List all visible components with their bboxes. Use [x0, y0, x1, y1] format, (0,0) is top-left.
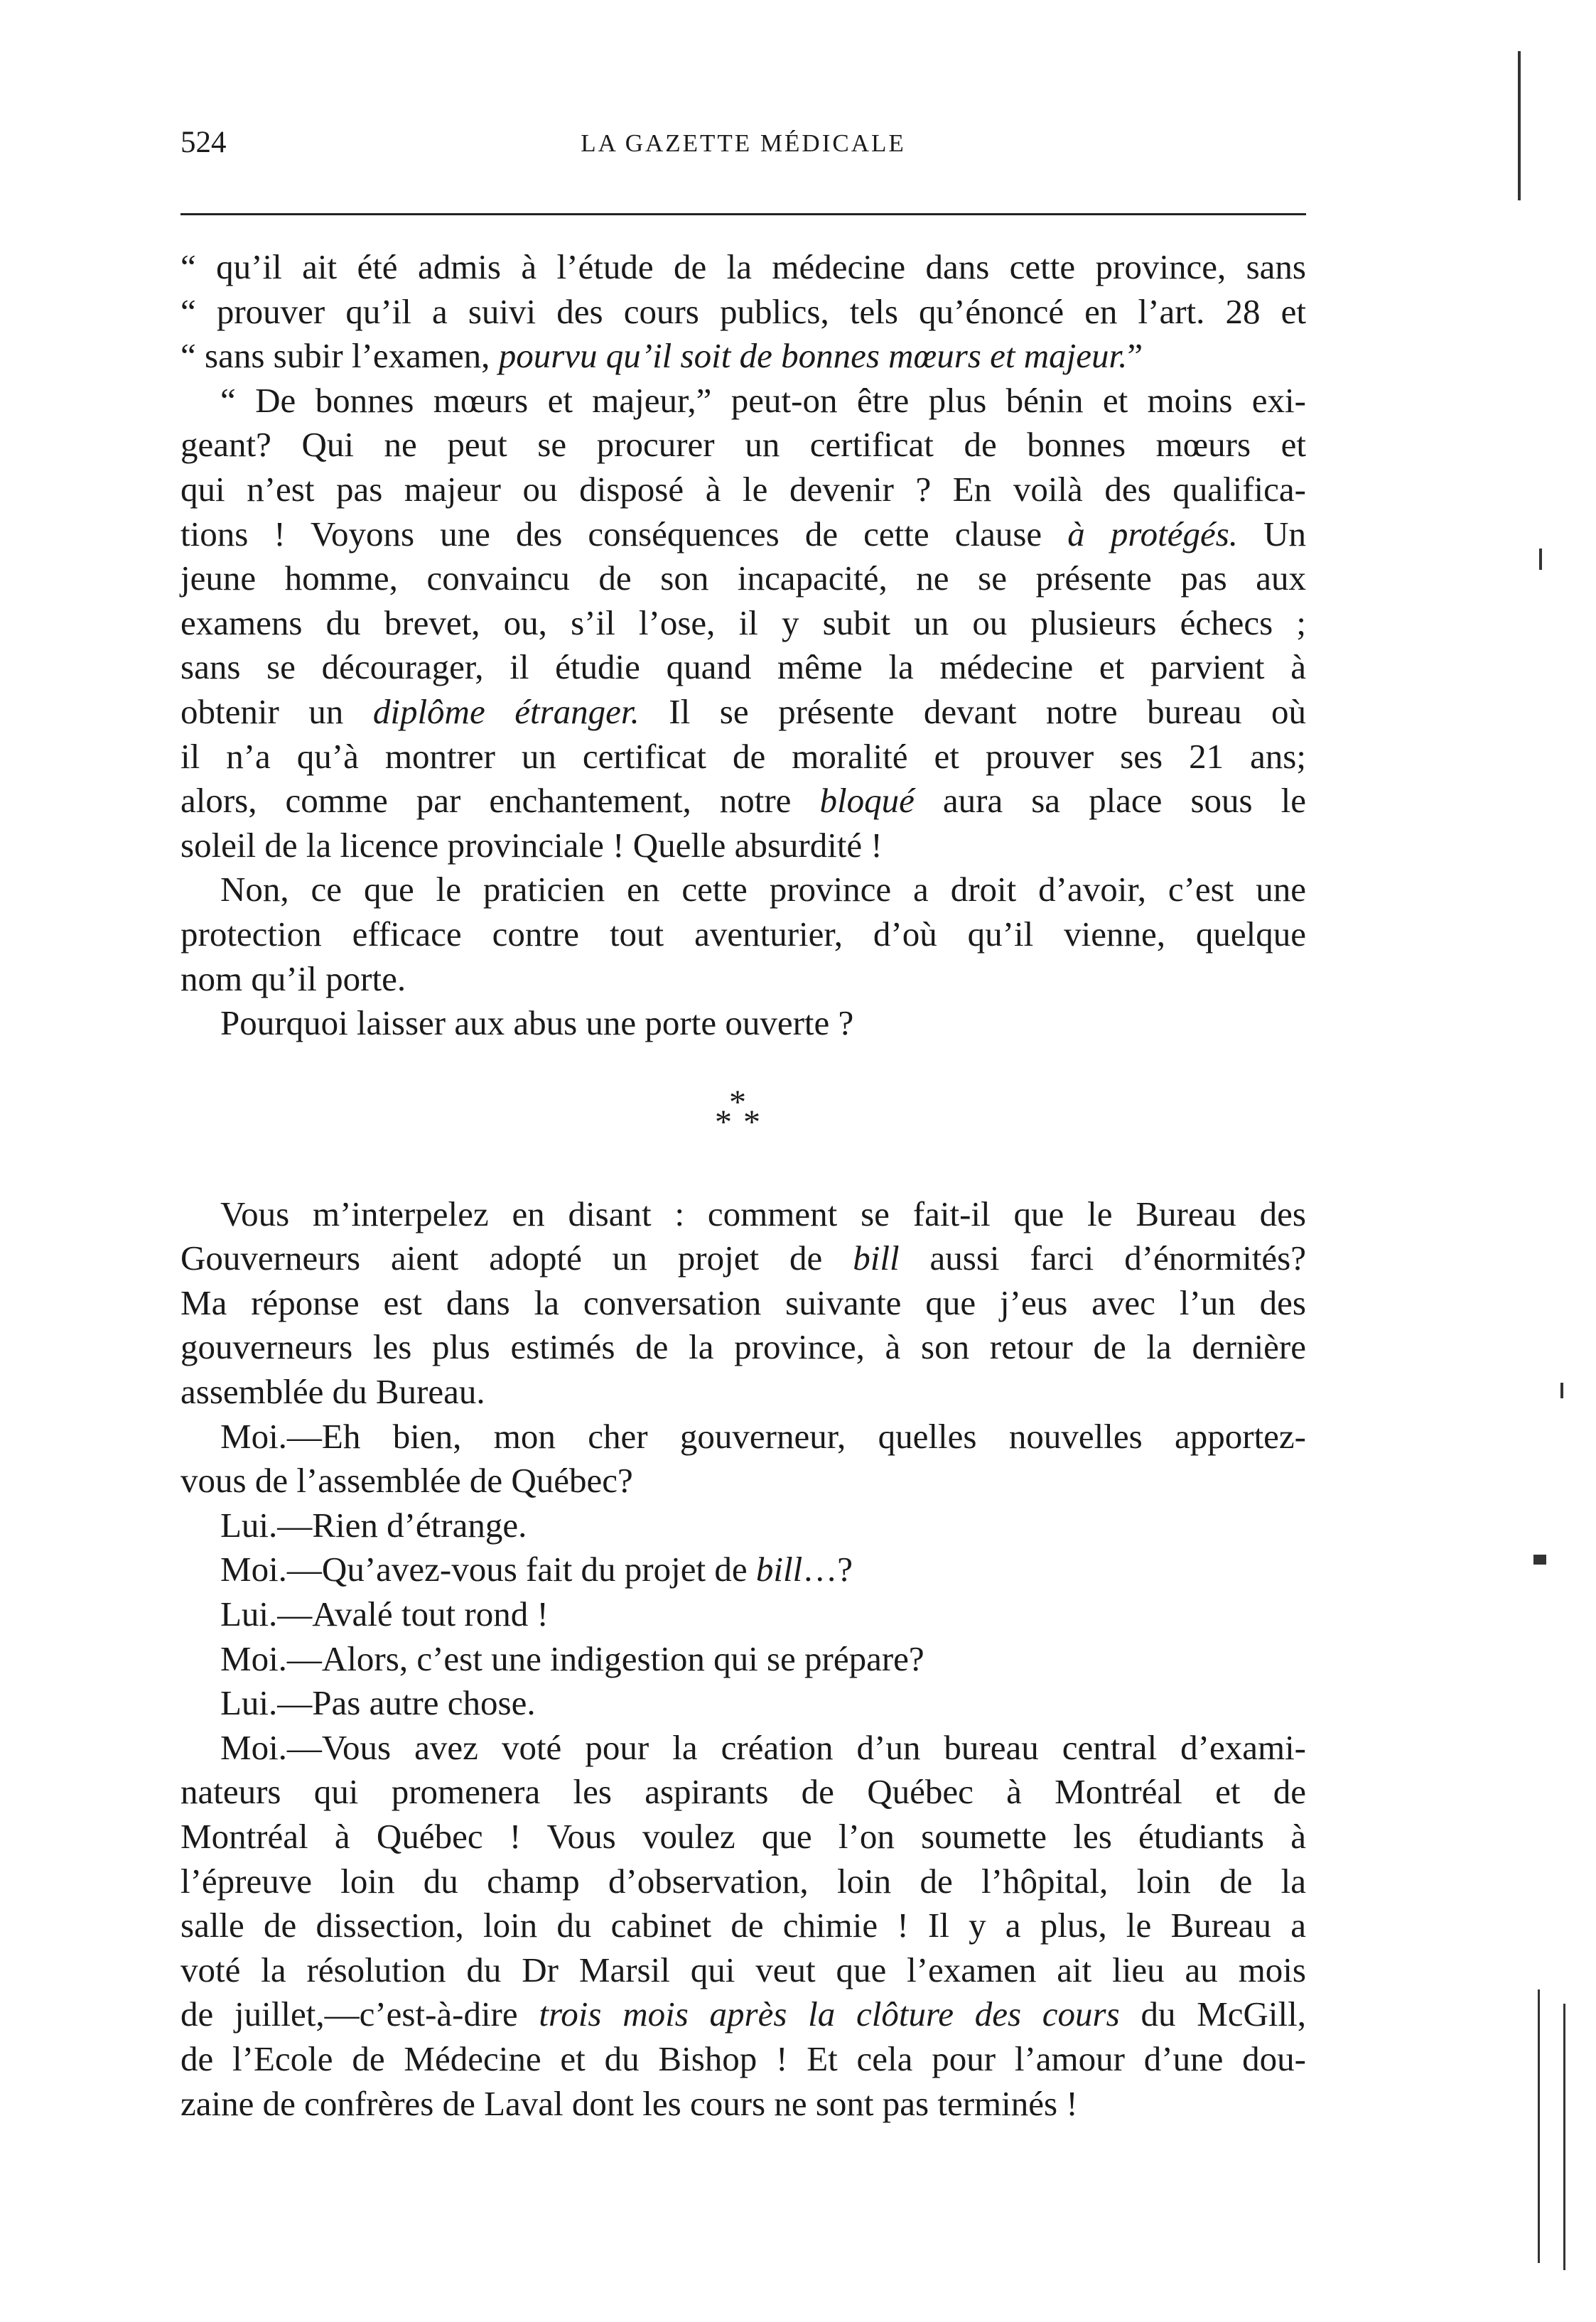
dialogue-lui-3 [180, 1681, 1306, 1726]
text-run: Ma réponse est dans la conversation suivante que j’eus avec l’un des [180, 1282, 1306, 1322]
text-run: protection efficace contre tout aventurier, d’où qu’il vienne, quelque [180, 914, 1306, 954]
text-run: assemblée du Bureau. [180, 1372, 485, 1412]
paragraph-bonnes-moeurs [180, 379, 1306, 868]
text-line [180, 690, 1306, 735]
text-run: aussi farci d’énormités? [899, 1238, 1306, 1278]
text-line [180, 512, 1306, 557]
text-line [180, 1503, 1306, 1548]
text-line [180, 1325, 1306, 1370]
text-line [180, 735, 1306, 779]
text-line [180, 1592, 1306, 1637]
text-line [180, 1637, 1306, 1682]
scan-edge-mark [1533, 1555, 1546, 1565]
text-run: Montréal à Québec ! Vous voulez que l’on soumette les étudiants à [180, 1817, 1306, 1856]
text-run: gouverneurs les plus estimés de la province, à son retour de la dernière [180, 1327, 1306, 1367]
text-run: “ qu’il ait été admis à l’étude de la médecine dans cette province, sans [180, 247, 1306, 286]
text-line [180, 290, 1306, 335]
italic-phrase: bloqué [819, 781, 915, 821]
text-line [180, 1415, 1306, 1459]
text-run: nateurs qui promenera les aspirants de Québec à Montréal et de [180, 1772, 1306, 1812]
page-number: 524 [180, 126, 227, 159]
text-line [180, 912, 1306, 957]
text-run: voté la résolution du Dr Marsil qui veut que l’examen ait lieu au mois [180, 1950, 1306, 1989]
text-run: Moi.—Qu’avez-vous fait du projet de [220, 1550, 756, 1589]
text-run: Moi.—Vous avez voté pour la création d’un bureau central d’exami- [220, 1727, 1306, 1767]
text-run: vous de l’assemblée de Québec? [180, 1461, 633, 1501]
text-run: “ De bonnes mœurs et majeur,” peut-on être plus bénin et moins exi- [220, 380, 1306, 420]
text-run: “ prouver qu’il a suivi des cours publics, tels qu’énoncé en l’art. 28 et [180, 291, 1306, 331]
text-run: de l’Ecole de Médecine et du Bishop ! Et cela pour l’amour d’une dou- [180, 2038, 1306, 2078]
text-run: Moi.—Alors, c’est une indigestion qui se prépare? [220, 1638, 924, 1678]
italic-phrase: bill [755, 1550, 803, 1589]
text-run: Pourquoi laisser aux abus une porte ouverte ? [220, 1003, 854, 1043]
text-run: qui n’est pas majeur ou disposé à le devenir ? En voilà des qualifica- [180, 469, 1306, 509]
text-run: Vous m’interpelez en disant : comment se fait-il que le Bureau des [220, 1194, 1306, 1233]
text-run: il n’a qu’à montrer un certificat de moralité et prouver ses 21 ans; [180, 736, 1306, 776]
dialogue-lui-2 [180, 1592, 1306, 1637]
text-line [180, 1948, 1306, 1993]
scan-edge-mark [1518, 51, 1521, 200]
text-run: nom qu’il porte. [180, 958, 406, 998]
text-run: Il se présente devant notre bureau où [639, 691, 1306, 731]
italic-phrase: trois mois après la clôture des cours [539, 1994, 1120, 2034]
text-run: Lui.—Pas autre chose. [220, 1683, 536, 1723]
text-run: de juillet,—c’est-à-dire [180, 1994, 539, 2034]
running-head: LA GAZETTE MÉDICALE [581, 129, 906, 157]
text-line [180, 334, 1306, 379]
text-line [180, 2037, 1306, 2082]
text-run: alors, comme par enchantement, notre [180, 781, 820, 821]
text-run: ” [1127, 336, 1143, 376]
paragraph-protection [180, 868, 1306, 1001]
article-body [180, 245, 1306, 2126]
paragraph-quote-continuation [180, 245, 1306, 379]
text-run: “ sans subir l’examen, [180, 336, 499, 376]
text-line [180, 1548, 1306, 1592]
text-line [180, 601, 1306, 646]
paragraph-question [180, 1001, 1306, 1046]
text-line [180, 2082, 1306, 2127]
text-run: Lui.—Avalé tout rond ! [220, 1594, 549, 1634]
dialogue-moi-1 [180, 1415, 1306, 1503]
text-line [180, 556, 1306, 601]
section-break-asterism [180, 1083, 1306, 1154]
text-run: soleil de la licence provinciale ! Quelle absurdité ! [180, 825, 883, 865]
scan-edge-mark [1539, 549, 1542, 570]
text-run: aura sa place sous le [914, 781, 1306, 821]
asterism-star: * [729, 1083, 746, 1121]
italic-phrase: diplôme étranger. [372, 691, 640, 731]
text-run: Lui.—Rien d’étrange. [220, 1505, 527, 1545]
text-line [180, 1770, 1306, 1815]
text-run: obtenir un [180, 691, 373, 731]
text-run: geant? Qui ne peut se procurer un certificat de bonnes mœurs et [180, 425, 1306, 465]
text-line [180, 1859, 1306, 1904]
text-line [180, 1001, 1306, 1046]
text-line [180, 1904, 1306, 1948]
page-header [180, 125, 1306, 175]
text-line [180, 868, 1306, 912]
asterism-star: * [743, 1103, 760, 1141]
text-run: Un [1238, 514, 1307, 554]
italic-phrase: pourvu qu’il soit de bonnes mœurs et majeur. [498, 336, 1128, 376]
text-line [180, 779, 1306, 824]
text-line [180, 1726, 1306, 1771]
dialogue-moi-2 [180, 1548, 1306, 1592]
text-run: Gouverneurs aient adopté un projet de [180, 1238, 853, 1278]
italic-phrase: bill [853, 1238, 900, 1278]
scan-edge-mark [1560, 1383, 1563, 1398]
text-line [180, 1370, 1306, 1415]
dialogue-lui-1 [180, 1503, 1306, 1548]
text-run: examens du brevet, ou, s’il l’ose, il y subit un ou plusieurs échecs ; [180, 603, 1306, 642]
dialogue-moi-3 [180, 1637, 1306, 1682]
text-run: salle de dissection, loin du cabinet de chimie ! Il y a plus, le Bureau a [180, 1906, 1306, 1945]
italic-phrase: à protégés. [1067, 514, 1239, 554]
text-run: du McGill, [1119, 1994, 1307, 2034]
text-run: zaine de confrères de Laval dont les cours ne sont pas terminés ! [180, 2083, 1078, 2123]
text-line [180, 379, 1306, 423]
asterism-star: * [715, 1103, 732, 1141]
text-run: …? [802, 1550, 853, 1589]
text-line [180, 1281, 1306, 1326]
header-rule [180, 213, 1306, 215]
text-run: Moi.—Eh bien, mon cher gouverneur, quelles nouvelles apportez- [220, 1416, 1306, 1456]
scan-edge-mark [1538, 1989, 1540, 2263]
text-run: jeune homme, convaincu de son incapacité, ne se présente pas aux [180, 558, 1306, 598]
scan-edge-mark [1563, 2004, 1565, 2270]
text-run: l’épreuve loin du champ d’observation, loin de l’hôpital, loin de la [180, 1861, 1306, 1901]
text-line [180, 824, 1306, 868]
text-line [180, 1236, 1306, 1281]
text-line [180, 1459, 1306, 1503]
text-line [180, 468, 1306, 512]
text-line [180, 957, 1306, 1002]
text-line [180, 245, 1306, 290]
text-line [180, 1992, 1306, 2037]
text-run: Non, ce que le praticien en cette province a droit d’avoir, c’est une [220, 870, 1306, 909]
text-line [180, 1815, 1306, 1859]
text-line [180, 423, 1306, 468]
dialogue-moi-4 [180, 1726, 1306, 2126]
text-run: tions ! Voyons une des conséquences de cette clause [180, 514, 1068, 554]
text-line [180, 1192, 1306, 1237]
text-run: sans se décourager, il étudie quand même la médecine et parvient à [180, 647, 1306, 687]
paragraph-interpellation [180, 1192, 1306, 1415]
text-line [180, 645, 1306, 690]
text-line [180, 1681, 1306, 1726]
